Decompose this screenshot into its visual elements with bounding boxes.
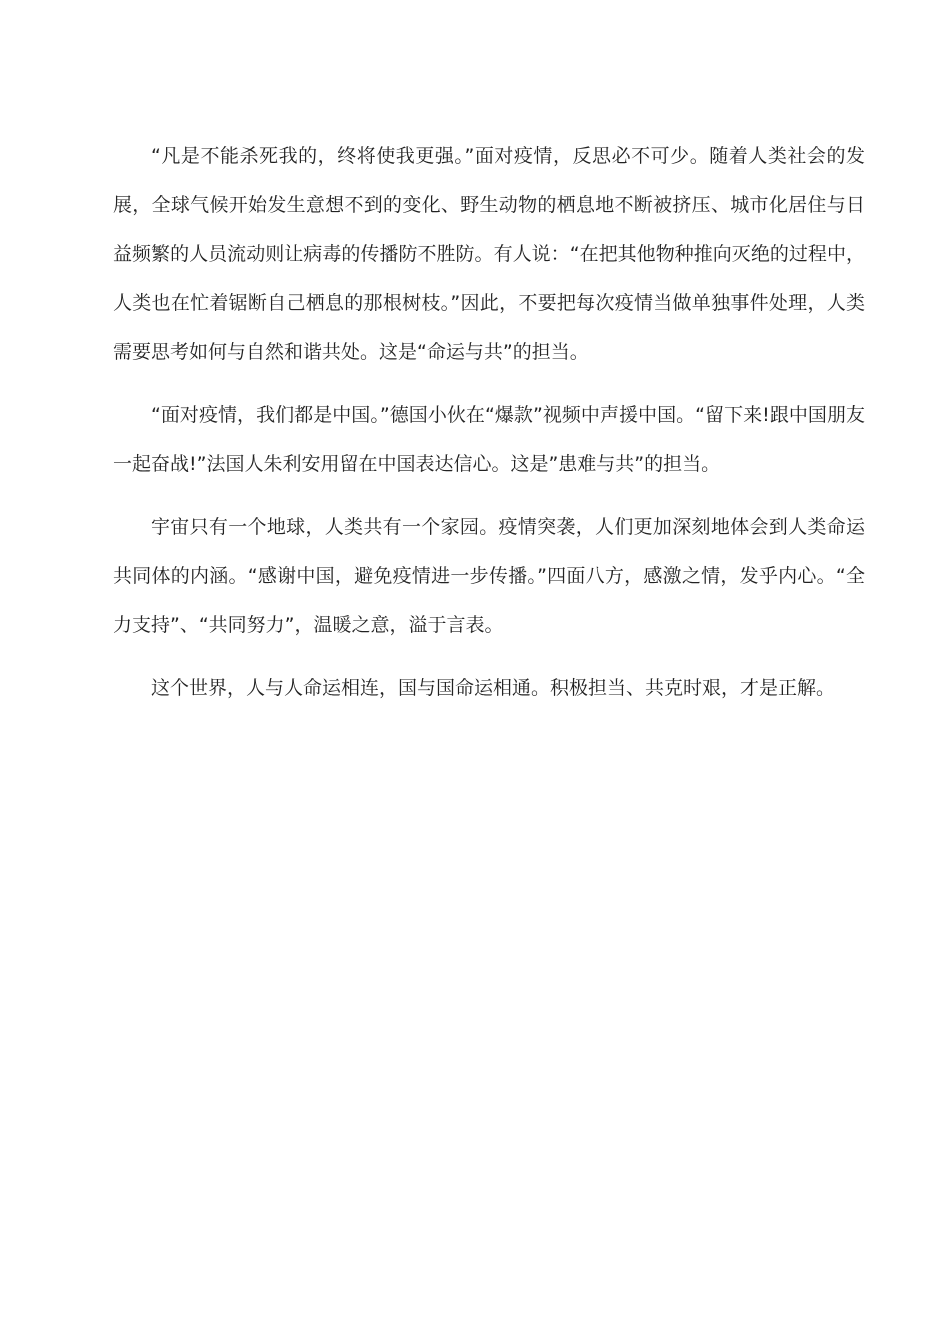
document-body <box>113 132 865 727</box>
paragraph-2: “面对疫情，我们都是中国。”德国小伙在“爆款”视频中声援中国。“留下来!跟中国朋友一起奋战!”法国人朱利安用留在中国表达信心。这是”患难与共”的担当。 <box>113 404 865 475</box>
paragraph-1: “凡是不能杀死我的，终将使我更强。”面对疫情，反思必不可少。随着人类社会的发展，全球气候开始发生意想不到的变化、野生动物的栖息地不断被挤压、城市化居住与日益频繁的人员流动则让病毒的传播防不胜防。有人说：“在把其他物种推向灭绝的过程中，人类也在忙着锯断自己栖息的那根树枝。”因此，不要把每次疫情当做单独事件处理，人类需要思考如何与自然和谐共处。这是“命运与共”的担当。 <box>113 145 865 363</box>
paragraph-3: 宇宙只有一个地球，人类共有一个家园。疫情突袭，人们更加深刻地体会到人类命运共同体的内涵。“感谢中国，避免疫情进一步传播。”四面八方，感激之情，发乎内心。“全力支持”、“共同努力”，温暖之意，溢于言表。 <box>113 516 865 636</box>
paragraph-4: 这个世界，人与人命运相连，国与国命运相通。积极担当、共克时艰，才是正解。 <box>151 677 836 699</box>
